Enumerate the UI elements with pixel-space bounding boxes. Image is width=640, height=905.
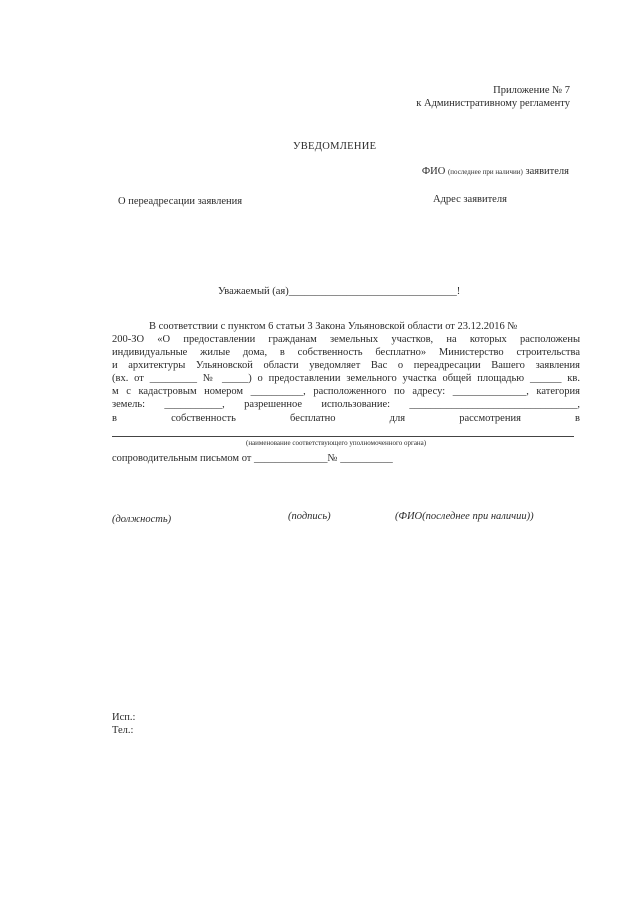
notice-subject: О переадресации заявления bbox=[118, 196, 243, 207]
applicant-fio-prefix: ФИО bbox=[421, 166, 446, 177]
appendix-number: Приложение № 7 bbox=[493, 85, 570, 96]
executor-label: Исп.: bbox=[112, 712, 136, 723]
applicant-fio bbox=[422, 165, 569, 178]
org-name-note: (наименование соответствующего уполномоченного органа) bbox=[246, 439, 427, 447]
body-line-1: В соответствии с пунктом 6 статьи 3 Закона Ульяновской области от 23.12.2016 № bbox=[149, 321, 518, 332]
body-line-8: в собственность бесплатно для рассмотрения в bbox=[112, 413, 580, 424]
greeting-text: Уважаемый (ая) bbox=[218, 286, 289, 297]
signature-position: (должность) bbox=[112, 514, 172, 525]
body-line-3: индивидуальные жилые дома, в собственность бесплатно» Министерство строительства bbox=[112, 347, 580, 358]
applicant-fio-note: (последнее при наличии) bbox=[447, 168, 523, 176]
body-line-7: земель: ___________, разрешенное использование: ________________________________, bbox=[112, 399, 580, 410]
document-title: УВЕДОМЛЕНИЕ bbox=[293, 141, 377, 152]
applicant-fio-suffix: заявителя bbox=[525, 166, 569, 177]
org-name-line bbox=[112, 436, 574, 437]
greeting-line: ________________________________ bbox=[288, 286, 457, 297]
signature-fio: (ФИО(последнее при наличии)) bbox=[395, 511, 534, 522]
cover-letter bbox=[112, 452, 393, 465]
cover-letter-no-line: __________ bbox=[340, 453, 393, 464]
body-line-5: (вх. от _________ № _____) о предоставлении земельного участка общей площадью ______ кв. bbox=[112, 373, 580, 384]
cover-letter-text: сопроводительным письмом от bbox=[112, 453, 252, 464]
greeting-end: ! bbox=[456, 286, 461, 297]
body-line-2: 200-ЗО «О предоставлении гражданам земельных участков, на которых расположены bbox=[112, 334, 580, 345]
phone-label: Тел.: bbox=[112, 725, 134, 736]
regulation-reference: к Административному регламенту bbox=[416, 98, 570, 109]
cover-letter-no: № bbox=[327, 453, 338, 464]
cover-letter-date-line: ______________ bbox=[254, 453, 328, 464]
greeting bbox=[218, 285, 460, 298]
body-line-6: м с кадастровым номером __________, расположенного по адресу: ______________, категория bbox=[112, 386, 580, 397]
applicant-address: Адрес заявителя bbox=[433, 194, 507, 205]
body-line-4: и архитектуры Ульяновской области уведомляет Вас о переадресации Вашего заявления bbox=[112, 360, 580, 371]
signature-sign: (подпись) bbox=[288, 511, 331, 522]
